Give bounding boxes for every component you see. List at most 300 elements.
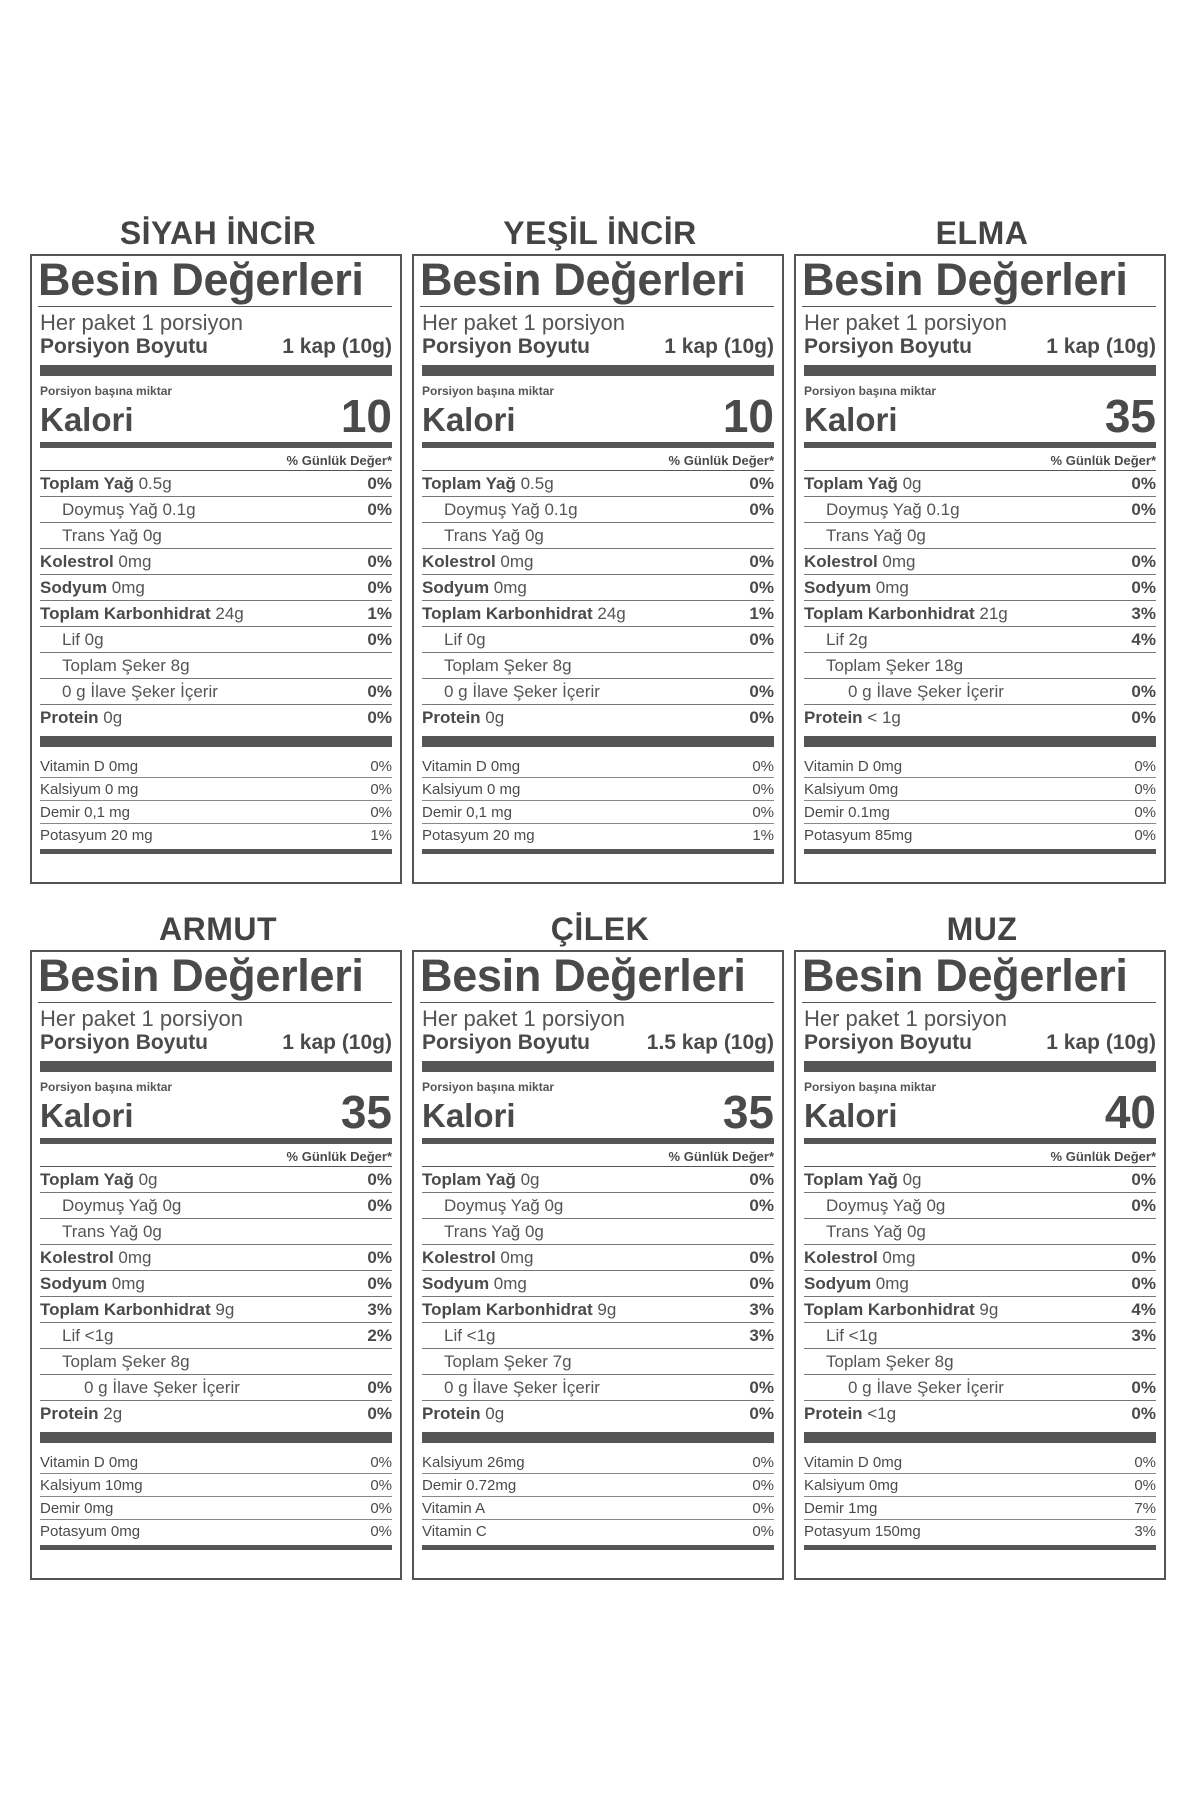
nutrient-row — [422, 1348, 774, 1374]
vitamin-row — [422, 1451, 774, 1474]
serving-size-value: 1 kap (10g) — [664, 335, 774, 358]
vitamin-daily-value: 0% — [370, 781, 392, 798]
vitamins-minerals — [804, 1451, 1156, 1543]
nutrient-name: Toplam Şeker 8g — [444, 656, 572, 675]
vitamin-daily-value: 0% — [370, 1500, 392, 1517]
serving-size-label: Porsiyon Boyutu — [804, 1031, 973, 1054]
nutrient-name: Toplam Şeker 8g — [62, 656, 190, 675]
vitamin-row — [40, 755, 392, 778]
vitamin-daily-value: 0% — [370, 1523, 392, 1540]
nutrient-name: 0 g İlave Şeker İçerir — [444, 682, 600, 701]
nutrient-row — [422, 1296, 774, 1322]
vitamin-name: Demir 1mg — [804, 1500, 878, 1517]
nutrient-row — [804, 1296, 1156, 1322]
nutrient-label — [422, 1167, 540, 1192]
vitamin-name: Vitamin D 0mg — [804, 758, 903, 775]
serving-size-label: Porsiyon Boyutu — [804, 335, 973, 358]
nutrition-facts-label — [794, 254, 1166, 884]
nutrient-label — [804, 1375, 1004, 1400]
divider-thick — [804, 1061, 1156, 1072]
nutrient-row — [422, 470, 774, 496]
nutrient-name: Doymuş Yağ 0g — [826, 1196, 946, 1215]
nutrient-row — [422, 626, 774, 652]
nutrient-daily-value: 0% — [749, 682, 774, 701]
divider-bottom — [804, 849, 1156, 854]
serving-size-value: 1 kap (10g) — [1046, 1031, 1156, 1054]
nutrient-label — [40, 575, 145, 600]
serving-size-label: Porsiyon Boyutu — [422, 335, 591, 358]
nutrient-amount: 0g — [485, 708, 505, 727]
vitamin-name: Demir 0,1 mg — [40, 804, 131, 821]
nutrient-row — [40, 548, 392, 574]
nutrient-daily-value: 0% — [1131, 1248, 1156, 1267]
nutrient-amount: 24g — [597, 604, 626, 623]
amount-per-serving: Porsiyon başına miktar — [40, 384, 173, 398]
nutrient-label — [804, 1167, 922, 1192]
vitamin-row — [40, 801, 392, 824]
nutrient-row — [40, 626, 392, 652]
nutrient-name: Lif 2g — [826, 630, 868, 649]
nutrient-name: Sodyum — [40, 578, 108, 597]
nutrient-daily-value: 0% — [749, 1170, 774, 1189]
calories-label: Kalori — [422, 1097, 516, 1134]
nutrient-name: Lif 0g — [62, 630, 104, 649]
nutrient-row — [804, 574, 1156, 600]
nutrient-amount: 9g — [215, 1300, 235, 1319]
nutrient-amount: 24g — [215, 604, 244, 623]
nutrient-row — [40, 1296, 392, 1322]
divider-thick — [422, 365, 774, 376]
nutrient-row — [422, 652, 774, 678]
nutrient-daily-value: 0% — [1131, 708, 1156, 727]
divider-medium — [804, 1138, 1156, 1144]
nutrient-row — [804, 1348, 1156, 1374]
nutrient-row — [422, 1218, 774, 1244]
nutrient-daily-value: 3% — [367, 1300, 392, 1319]
nutrient-name: 0 g İlave Şeker İçerir — [84, 1378, 240, 1397]
nutrient-amount: 0.5g — [138, 474, 172, 493]
nutrient-label — [422, 705, 504, 730]
nutrient-label — [804, 497, 960, 522]
vitamin-name: Potasyum 85mg — [804, 827, 913, 844]
amount-per-serving: Porsiyon başına miktar — [422, 384, 555, 398]
vitamin-daily-value: 0% — [370, 1454, 392, 1471]
nutrient-daily-value: 0% — [749, 1196, 774, 1215]
vitamin-daily-value: 7% — [1134, 1500, 1156, 1517]
nutrient-amount: 0g — [902, 474, 922, 493]
daily-value-header: % Günlük Değer* — [1050, 453, 1156, 468]
nutrient-daily-value: 0% — [367, 1170, 392, 1189]
nutrient-daily-value: 0% — [749, 1274, 774, 1293]
nutrient-label — [422, 1297, 616, 1322]
nutrient-label — [422, 549, 534, 574]
nutrient-daily-value: 1% — [749, 604, 774, 623]
calories-label: Kalori — [40, 1097, 134, 1134]
nutrient-label — [804, 1401, 896, 1426]
amount-per-serving: Porsiyon başına miktar — [40, 1080, 173, 1094]
nutrient-name: Toplam Şeker 7g — [444, 1352, 572, 1371]
vitamin-row — [804, 778, 1156, 801]
nutrient-name: 0 g İlave Şeker İçerir — [62, 682, 218, 701]
vitamin-name: Potasyum 20 mg — [422, 827, 535, 844]
vitamin-name: Kalsiyum 0mg — [804, 1477, 899, 1494]
nutrient-label — [40, 497, 196, 522]
nutrient-name: Toplam Karbonhidrat — [422, 604, 593, 623]
nutrient-label — [40, 1193, 181, 1218]
nutrient-daily-value: 0% — [367, 1196, 392, 1215]
nutrient-row — [804, 1270, 1156, 1296]
nutrient-row — [422, 1166, 774, 1192]
nutrient-daily-value: 3% — [1131, 604, 1156, 623]
calories-value: 40 — [1104, 1086, 1156, 1138]
nutrient-row — [422, 1374, 774, 1400]
nutrient-label — [804, 1323, 878, 1348]
nutrition-facts-label — [794, 950, 1166, 1580]
nutrient-name: Protein — [422, 708, 481, 727]
divider-thick — [804, 736, 1156, 747]
vitamin-daily-value: 0% — [752, 758, 774, 775]
nutrient-amount: 0mg — [500, 552, 534, 571]
nutrient-name: Toplam Şeker 8g — [826, 1352, 954, 1371]
vitamin-daily-value: 0% — [752, 1523, 774, 1540]
nutrient-daily-value: 0% — [367, 1274, 392, 1293]
nutrient-name: Kolestrol — [40, 552, 114, 571]
nutrient-name: Kolestrol — [804, 1248, 878, 1267]
nutrient-label — [422, 601, 626, 626]
nutrient-name: Toplam Karbonhidrat — [40, 604, 211, 623]
nutrient-amount: 0mg — [111, 578, 145, 597]
product-name: ÇİLEK — [550, 911, 650, 947]
nutrient-label — [40, 601, 244, 626]
nutrient-name: Toplam Yağ — [804, 474, 898, 493]
nutrient-row — [422, 704, 774, 730]
serving-size-value: 1 kap (10g) — [282, 1031, 392, 1054]
servings-per-container: Her paket 1 porsiyon — [40, 310, 243, 335]
nutrition-facts-label — [30, 950, 402, 1580]
nutrient-label — [422, 1323, 496, 1348]
divider-thick — [40, 365, 392, 376]
nutrient-amount: 0g — [520, 1170, 540, 1189]
nutrient-name: Toplam Yağ — [422, 474, 516, 493]
vitamin-name: Kalsiyum 0 mg — [422, 781, 521, 798]
vitamin-name: Potasyum 20 mg — [40, 827, 153, 844]
vitamin-row — [422, 1497, 774, 1520]
nutrient-daily-value: 0% — [367, 1378, 392, 1397]
nutrient-amount: 0g — [138, 1170, 158, 1189]
nutrient-label — [40, 1219, 162, 1244]
vitamin-name: Kalsiyum 0mg — [804, 781, 899, 798]
nutrient-name: Doymuş Yağ 0.1g — [62, 500, 196, 519]
nutrient-name: Sodyum — [40, 1274, 108, 1293]
nutrient-daily-value: 3% — [1131, 1326, 1156, 1345]
nutrient-name: Protein — [804, 708, 863, 727]
nutrient-name: Protein — [422, 1404, 481, 1423]
nutrient-name: Doymuş Yağ 0g — [444, 1196, 564, 1215]
nutrient-daily-value: 0% — [367, 682, 392, 701]
nutrient-amount: 21g — [979, 604, 1008, 623]
nutrient-daily-value: 0% — [749, 630, 774, 649]
nutrient-name: Toplam Yağ — [804, 1170, 898, 1189]
nutrient-row — [422, 522, 774, 548]
nutrient-row — [40, 574, 392, 600]
nutrient-amount: 9g — [979, 1300, 999, 1319]
nutrient-row — [804, 1166, 1156, 1192]
divider-medium — [804, 442, 1156, 448]
vitamin-name: Vitamin C — [422, 1523, 487, 1540]
calories-value: 35 — [722, 1086, 774, 1138]
nutrient-name: Toplam Yağ — [40, 1170, 134, 1189]
nutrient-label — [804, 679, 1004, 704]
nutrient-row — [804, 1322, 1156, 1348]
vitamin-row — [40, 824, 392, 847]
nutrient-name: Doymuş Yağ 0.1g — [826, 500, 960, 519]
vitamin-daily-value: 0% — [1134, 758, 1156, 775]
nutrient-daily-value: 0% — [749, 1378, 774, 1397]
label-title: Besin Değerleri — [802, 256, 1156, 307]
nutrient-label — [40, 653, 190, 678]
divider-medium — [422, 442, 774, 448]
divider-bottom — [804, 1545, 1156, 1550]
calories-value: 35 — [340, 1086, 392, 1138]
vitamin-row — [422, 824, 774, 847]
nutrient-name: Protein — [804, 1404, 863, 1423]
servings-per-container: Her paket 1 porsiyon — [40, 1006, 243, 1031]
serving-size-row — [804, 335, 1156, 359]
nutrient-label — [804, 653, 963, 678]
nutrient-name: Toplam Karbonhidrat — [804, 604, 975, 623]
nutrient-row — [40, 652, 392, 678]
nutrient-daily-value: 2% — [367, 1326, 392, 1345]
vitamins-minerals — [40, 1451, 392, 1543]
vitamin-name: Demir 0.1mg — [804, 804, 890, 821]
nutrient-row — [422, 600, 774, 626]
nutrient-daily-value: 4% — [1131, 1300, 1156, 1319]
nutrient-daily-value: 0% — [1131, 578, 1156, 597]
nutrient-amount: 0mg — [118, 552, 152, 571]
nutrient-name: Trans Yağ 0g — [62, 526, 162, 545]
nutrient-label — [804, 549, 916, 574]
nutrient-amount: 9g — [597, 1300, 617, 1319]
nutrient-daily-value: 3% — [749, 1326, 774, 1345]
nutrient-amount: 0mg — [500, 1248, 534, 1267]
vitamin-row — [422, 1520, 774, 1543]
nutrient-daily-value: 0% — [367, 630, 392, 649]
nutrient-amount: 0mg — [882, 1248, 916, 1267]
vitamin-name: Demir 0mg — [40, 1500, 114, 1517]
nutrient-row — [40, 600, 392, 626]
divider-thick — [40, 1432, 392, 1443]
nutrient-row — [804, 1244, 1156, 1270]
product-name: ELMA — [935, 215, 1029, 251]
amount-per-serving: Porsiyon başına miktar — [804, 384, 937, 398]
vitamin-daily-value: 0% — [1134, 804, 1156, 821]
nutrient-row — [40, 1192, 392, 1218]
nutrient-label — [804, 1297, 998, 1322]
nutrient-daily-value: 0% — [749, 500, 774, 519]
divider-bottom — [40, 849, 392, 854]
nutrient-row — [804, 522, 1156, 548]
nutrient-row — [422, 1244, 774, 1270]
nutrient-label — [422, 1271, 527, 1296]
nutrient-daily-value: 0% — [749, 1248, 774, 1267]
nutrient-daily-value: 0% — [749, 708, 774, 727]
nutrient-label — [422, 575, 527, 600]
nutrient-label — [40, 1375, 240, 1400]
divider-medium — [40, 442, 392, 448]
nutrient-label — [422, 1375, 600, 1400]
nutrient-label — [40, 1271, 145, 1296]
vitamin-daily-value: 0% — [1134, 1477, 1156, 1494]
divider-thick — [40, 1061, 392, 1072]
vitamin-daily-value: 0% — [370, 804, 392, 821]
nutrient-label — [40, 679, 218, 704]
nutrient-row — [40, 1218, 392, 1244]
nutrient-row — [40, 1374, 392, 1400]
vitamin-row — [40, 1474, 392, 1497]
nutrient-row — [804, 470, 1156, 496]
nutrient-daily-value: 0% — [1131, 1404, 1156, 1423]
divider-thick — [422, 736, 774, 747]
nutrient-row — [804, 600, 1156, 626]
nutrient-name: Toplam Şeker 18g — [826, 656, 964, 675]
nutrient-daily-value: 0% — [749, 552, 774, 571]
nutrient-row — [804, 1400, 1156, 1426]
vitamin-daily-value: 0% — [752, 1454, 774, 1471]
nutrition-facts-label — [412, 950, 784, 1580]
vitamin-row — [804, 1451, 1156, 1474]
nutrient-daily-value: 0% — [1131, 500, 1156, 519]
vitamin-row — [804, 755, 1156, 778]
nutrient-label — [804, 523, 926, 548]
nutrient-row — [804, 1374, 1156, 1400]
servings-per-container: Her paket 1 porsiyon — [804, 1006, 1007, 1031]
nutrient-amount: 0g — [902, 1170, 922, 1189]
vitamin-daily-value: 0% — [752, 1500, 774, 1517]
nutrient-name: Toplam Karbonhidrat — [422, 1300, 593, 1319]
vitamin-row — [40, 778, 392, 801]
nutrient-name: Toplam Karbonhidrat — [40, 1300, 211, 1319]
vitamin-daily-value: 0% — [370, 758, 392, 775]
nutrient-daily-value: 0% — [1131, 1378, 1156, 1397]
nutrient-name: Trans Yağ 0g — [444, 1222, 544, 1241]
nutrient-label — [422, 627, 486, 652]
nutrient-name: Lif <1g — [444, 1326, 496, 1345]
nutrient-row — [422, 574, 774, 600]
nutrient-label — [422, 471, 554, 496]
vitamin-name: Demir 0.72mg — [422, 1477, 517, 1494]
serving-size-row — [40, 1031, 392, 1055]
divider-thick — [422, 1061, 774, 1072]
nutrient-row — [422, 496, 774, 522]
nutrient-row — [804, 626, 1156, 652]
nutrient-daily-value: 0% — [1131, 682, 1156, 701]
nutrient-daily-value: 0% — [749, 578, 774, 597]
nutrient-name: Kolestrol — [422, 1248, 496, 1267]
nutrient-name: Protein — [40, 1404, 99, 1423]
serving-size-value: 1 kap (10g) — [1046, 335, 1156, 358]
vitamin-name: Vitamin A — [422, 1500, 486, 1517]
daily-value-header: % Günlük Değer* — [668, 453, 774, 468]
nutrient-name: 0 g İlave Şeker İçerir — [444, 1378, 600, 1397]
nutrient-row — [40, 1348, 392, 1374]
calories-value: 10 — [722, 390, 774, 442]
vitamins-minerals — [804, 755, 1156, 847]
nutrient-row — [40, 1322, 392, 1348]
vitamin-daily-value: 0% — [752, 804, 774, 821]
nutrient-label — [422, 1245, 534, 1270]
nutrient-amount: <1g — [867, 1404, 897, 1423]
nutrient-daily-value: 0% — [367, 708, 392, 727]
nutrient-label — [422, 653, 572, 678]
serving-size-row — [422, 1031, 774, 1055]
nutrient-name: Toplam Yağ — [422, 1170, 516, 1189]
nutrient-label — [422, 1193, 563, 1218]
product-name: ARMUT — [158, 911, 278, 947]
vitamin-name: Kalsiyum 0 mg — [40, 781, 139, 798]
nutrient-daily-value: 0% — [1131, 1170, 1156, 1189]
nutrient-daily-value: 0% — [1131, 474, 1156, 493]
serving-size-row — [422, 335, 774, 359]
vitamin-name: Vitamin D 0mg — [804, 1454, 903, 1471]
daily-value-header: % Günlük Değer* — [668, 1149, 774, 1164]
nutrient-row — [40, 678, 392, 704]
nutrient-label — [422, 1219, 544, 1244]
label-title: Besin Değerleri — [420, 256, 774, 307]
serving-size-value: 1.5 kap (10g) — [646, 1031, 774, 1054]
vitamin-row — [804, 801, 1156, 824]
nutrient-name: 0 g İlave Şeker İçerir — [848, 1378, 1004, 1397]
nutrient-row — [804, 652, 1156, 678]
nutrient-amount: 0g — [103, 708, 123, 727]
nutrient-name: Trans Yağ 0g — [444, 526, 544, 545]
nutrient-amount: 0mg — [118, 1248, 152, 1267]
vitamin-row — [422, 755, 774, 778]
nutrient-amount: 0mg — [493, 578, 527, 597]
nutrient-daily-value: 0% — [749, 1404, 774, 1423]
servings-per-container: Her paket 1 porsiyon — [422, 310, 625, 335]
vitamin-name: Kalsiyum 10mg — [40, 1477, 143, 1494]
daily-value-header: % Günlük Değer* — [286, 453, 392, 468]
vitamin-name: Vitamin D 0mg — [40, 758, 139, 775]
nutrient-daily-value: 4% — [1131, 630, 1156, 649]
nutrient-label — [422, 1349, 572, 1374]
nutrient-name: Toplam Karbonhidrat — [804, 1300, 975, 1319]
divider-medium — [40, 1138, 392, 1144]
nutrient-name: Toplam Yağ — [40, 474, 134, 493]
vitamin-daily-value: 0% — [752, 1477, 774, 1494]
servings-per-container: Her paket 1 porsiyon — [804, 310, 1007, 335]
divider-thick — [804, 1432, 1156, 1443]
nutrient-name: Kolestrol — [40, 1248, 114, 1267]
vitamins-minerals — [422, 1451, 774, 1543]
nutrient-row — [804, 496, 1156, 522]
nutrient-amount: 0mg — [875, 1274, 909, 1293]
nutrient-label — [422, 497, 578, 522]
nutrient-name: 0 g İlave Şeker İçerir — [848, 682, 1004, 701]
nutrition-facts-label — [412, 254, 784, 884]
nutrient-row — [40, 1400, 392, 1426]
nutrient-row — [804, 1218, 1156, 1244]
vitamin-row — [40, 1451, 392, 1474]
label-title: Besin Değerleri — [802, 952, 1156, 1003]
vitamin-name: Vitamin D 0mg — [40, 1454, 139, 1471]
divider-thick — [804, 365, 1156, 376]
nutrient-row — [804, 1192, 1156, 1218]
nutrient-label — [804, 1193, 945, 1218]
calories-label: Kalori — [804, 1097, 898, 1134]
serving-size-row — [804, 1031, 1156, 1055]
vitamin-name: Demir 0,1 mg — [422, 804, 513, 821]
